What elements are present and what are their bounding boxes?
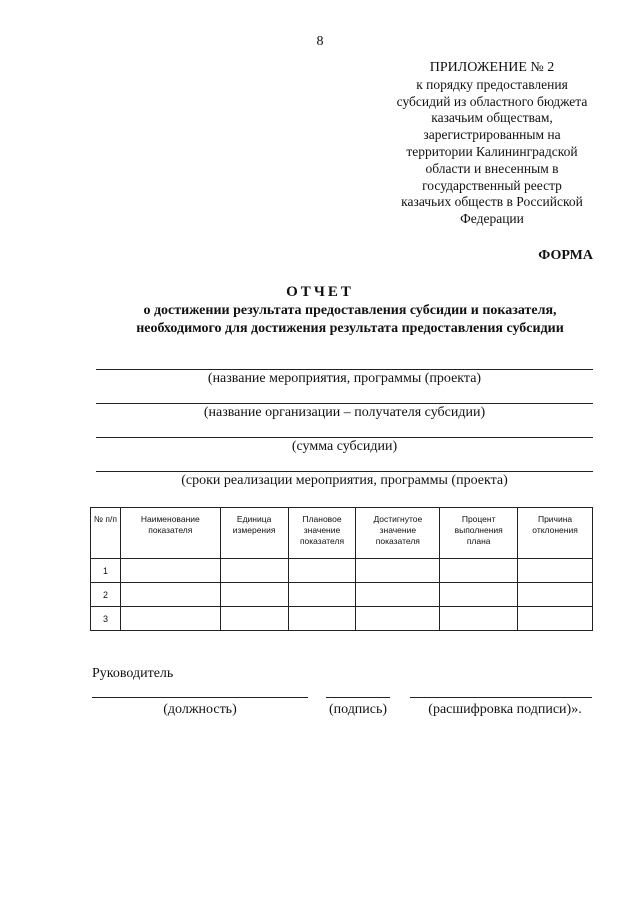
appendix-line: зарегистрированным на — [423, 127, 561, 143]
table-cell — [518, 607, 593, 631]
report-title: ОТЧЕТ — [286, 284, 354, 300]
row-number: 3 — [91, 607, 121, 631]
appendix-line: казачьим обществам, — [431, 110, 553, 126]
field-caption-period: (сроки реализации мероприятия, программы (проекта) — [181, 473, 508, 488]
appendix-title: ПРИЛОЖЕНИЕ № 2 — [429, 60, 555, 75]
appendix-block — [376, 60, 608, 228]
row-number: 1 — [91, 559, 121, 583]
appendix-line: территории Калининградской — [406, 143, 578, 159]
field-line-amount — [96, 437, 593, 438]
form-label: ФОРМА — [538, 248, 593, 263]
row-number: 2 — [91, 583, 121, 607]
header-reason: Причина отклонения — [518, 508, 593, 559]
table-cell — [356, 583, 440, 607]
table-cell — [518, 583, 593, 607]
table-cell — [518, 559, 593, 583]
signature-line-position — [92, 697, 308, 698]
field-caption-event: (название мероприятия, программы (проекта) — [207, 371, 482, 386]
appendix-line: к порядку предоставления — [416, 76, 568, 92]
signature-caption-signature: (подпись) — [328, 702, 388, 717]
appendix-line: Федерации — [460, 211, 524, 227]
page-number: 8 — [316, 34, 324, 49]
table-cell — [220, 583, 288, 607]
table-cell — [288, 583, 356, 607]
report-table — [90, 507, 593, 631]
report-subtitle-line: о достижении результата предоставления субсидии и показателя, — [143, 303, 557, 318]
header-percent: Процент выполнения плана — [440, 508, 518, 559]
signature-line-signature — [326, 697, 390, 698]
field-caption-amount: (сумма субсидии) — [291, 439, 398, 454]
table-row — [91, 559, 593, 583]
signature-line-decoding — [410, 697, 592, 698]
appendix-line: государственный реестр — [422, 177, 562, 193]
appendix-line: казачьих обществ в Российской — [401, 194, 583, 210]
report-subtitle — [60, 302, 640, 338]
table-cell — [356, 607, 440, 631]
table-row — [91, 607, 593, 631]
head-label: Руководитель — [92, 666, 174, 681]
field-line-period — [96, 471, 593, 472]
appendix-line: области и внесенным в — [425, 160, 559, 176]
table-cell — [120, 583, 220, 607]
header-indicator-name: Наименование показателя — [120, 508, 220, 559]
table-cell — [440, 583, 518, 607]
signature-caption-position: (должность) — [163, 702, 237, 717]
header-achieved-value: Достигнутое значение показателя — [356, 508, 440, 559]
table-row — [91, 583, 593, 607]
table-cell — [220, 607, 288, 631]
header-planned-value: Плановое значение показателя — [288, 508, 356, 559]
table-cell — [288, 607, 356, 631]
field-line-event — [96, 369, 593, 370]
field-line-organization — [96, 403, 593, 404]
table-cell — [440, 559, 518, 583]
header-unit: Единица измерения — [220, 508, 288, 559]
field-caption-organization: (название организации – получателя субсидии) — [203, 405, 486, 420]
table-cell — [356, 559, 440, 583]
signature-caption-decoding: (расшифровка подписи)». — [428, 702, 582, 717]
table-cell — [440, 607, 518, 631]
table-cell — [120, 607, 220, 631]
appendix-line: субсидий из областного бюджета — [396, 93, 588, 109]
header-number: № п/п — [91, 508, 121, 559]
table-cell — [220, 559, 288, 583]
report-subtitle-line: необходимого для достижения результата предоставления субсидии — [136, 321, 564, 336]
table-cell — [288, 559, 356, 583]
table-header-row — [91, 508, 593, 559]
table-cell — [120, 559, 220, 583]
